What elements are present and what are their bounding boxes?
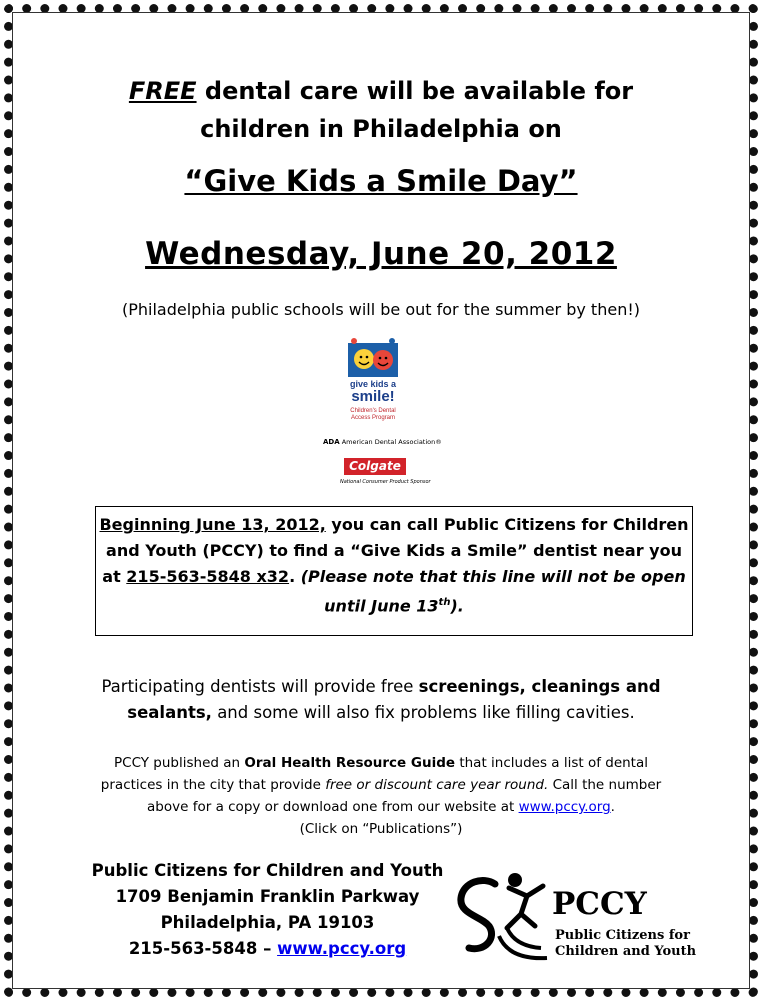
contact-org: Public Citizens for Children and Youth: [91, 861, 444, 880]
call-info-text: you can call Public Citizens for Children and Youth (PCCY) to find a “Give Kids a Smile” dentist near you at: [102, 515, 689, 586]
contact-phone: 215-563-5848: [128, 939, 258, 958]
guide-title: Oral Health Resource Guide: [244, 755, 456, 771]
pccy-logo-title: PCCY: [552, 886, 647, 922]
phone-extension: 215-563-5848 x32: [126, 567, 290, 586]
free-label: FREE: [128, 77, 197, 105]
inner-border: [12, 12, 750, 989]
contact-website-link[interactable]: www.pccy.org: [277, 939, 407, 958]
schools-note: (Philadelphia public schools will be out for the summer by then!): [122, 300, 640, 319]
headline-line2: children in Philadelphia on: [200, 115, 562, 143]
headline-line1: dental care will be available for: [196, 77, 634, 105]
contact-dash: –: [257, 939, 278, 958]
gks-text-1: give kids a: [349, 379, 397, 389]
pccy-logo-sub-2: Children and Youth: [555, 944, 697, 959]
gks-text-2: smile!: [351, 388, 395, 405]
line-open-note-end: ).: [450, 596, 464, 616]
ada-name: American Dental Association®: [339, 438, 442, 446]
ada-logo: [323, 438, 442, 446]
call-info-box: [95, 506, 693, 636]
ada-abbr: ADA: [323, 438, 340, 446]
services-list: screenings, cleanings and sealants,: [127, 677, 661, 722]
gks-text-3: Children's Dental: [350, 408, 396, 414]
event-name-text: “Give Kids a Smile Day”: [184, 164, 578, 198]
participating-text: Participating dentists will provide free: [101, 677, 419, 696]
event-date-text: Wednesday, June 20, 2012: [145, 236, 617, 272]
contact-address-2: Philadelphia, PA 19103: [160, 913, 375, 932]
give-kids-a-smile-logo: [342, 337, 404, 429]
headline: [0, 72, 762, 148]
beginning-date: Beginning June 13, 2012,: [99, 515, 326, 534]
participating-dentists: [0, 674, 762, 726]
participating-text-end: and some will also fix problems like filling cavities.: [211, 703, 635, 722]
guide-website-link[interactable]: www.pccy.org: [518, 799, 611, 815]
guide-text-2: that includes a list of dental practices in the city that provide: [100, 755, 648, 793]
publications-note: (Click on “Publications”): [299, 821, 463, 837]
colgate-sponsor-label: National Consumer Product Sponsor: [340, 479, 431, 485]
contact-address-1: 1709 Benjamin Franklin Parkway: [115, 887, 420, 906]
line-open-note: (Please note that this line will not be open until June 13: [300, 567, 686, 616]
contact-phone-line: [80, 936, 455, 962]
contact-block: [80, 858, 455, 962]
call-info-period: .: [289, 567, 301, 586]
resource-guide-paragraph: [0, 752, 762, 840]
pccy-logo-sub-1: Public Citizens for: [555, 928, 690, 943]
guide-text: PCCY published an: [114, 755, 245, 771]
pccy-logo-subtitle: [555, 928, 696, 960]
guide-text-3: Call the number above for a copy or download one from our website at: [147, 777, 662, 815]
event-name: [0, 164, 762, 198]
guide-care-note: free or discount care year round.: [325, 777, 549, 793]
colgate-logo: Colgate: [344, 458, 406, 475]
line-open-note-sup: th: [438, 597, 451, 608]
event-date: [0, 236, 762, 272]
guide-text-4: .: [610, 799, 615, 815]
gks-text-4: Access Program: [350, 415, 396, 421]
